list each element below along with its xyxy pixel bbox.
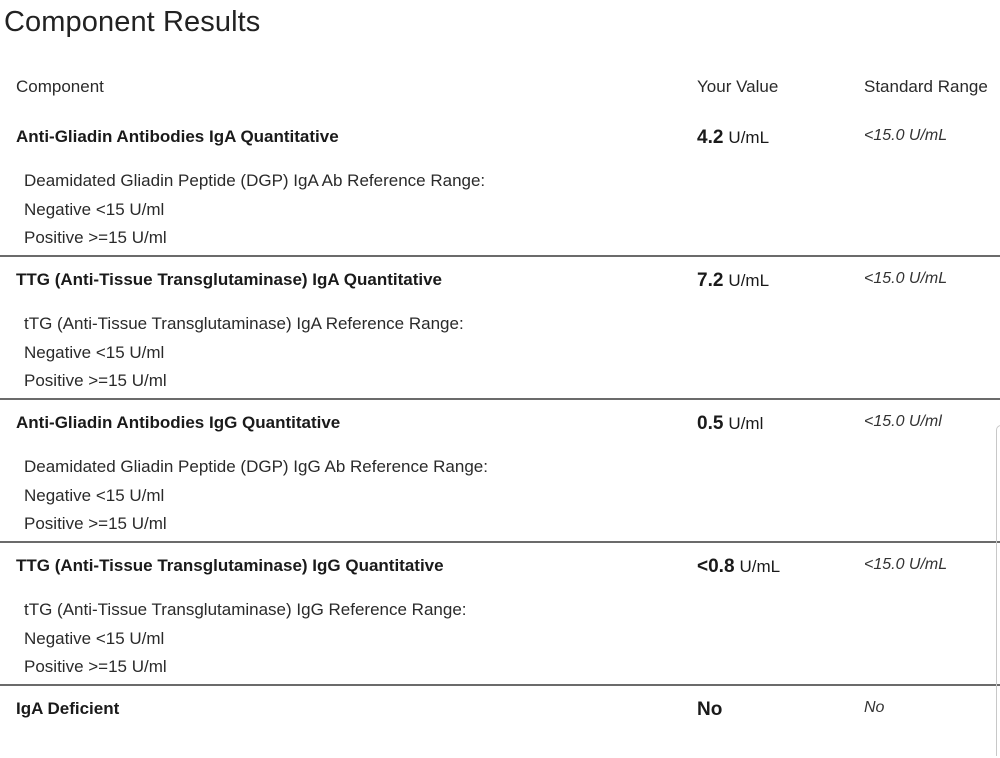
result-value bbox=[697, 127, 769, 149]
note-line: Positive >=15 U/ml bbox=[24, 514, 167, 533]
table-header bbox=[0, 77, 1000, 101]
value-unit: U/mL bbox=[728, 271, 770, 290]
reference-note bbox=[24, 310, 464, 396]
value-unit: U/mL bbox=[728, 128, 770, 147]
row-divider bbox=[0, 398, 1000, 400]
row-divider bbox=[0, 541, 1000, 543]
value-number: 7.2 bbox=[697, 270, 724, 291]
note-line: Negative <15 U/ml bbox=[24, 628, 165, 648]
standard-range: <15.0 U/mL bbox=[864, 270, 948, 287]
note-line: Negative <15 U/ml bbox=[24, 342, 165, 362]
note-line: Positive >=15 U/ml bbox=[24, 228, 167, 247]
note-line: Negative <15 U/ml bbox=[24, 199, 165, 219]
value-unit: U/mL bbox=[739, 557, 781, 576]
value-number: No bbox=[697, 699, 723, 720]
standard-range: <15.0 U/mL bbox=[864, 127, 948, 144]
component-name: IgA Deficient bbox=[16, 699, 120, 718]
note-line: Negative <15 U/ml bbox=[24, 485, 165, 505]
reference-note bbox=[24, 167, 485, 253]
page-edge bbox=[996, 425, 1000, 756]
reference-note bbox=[24, 596, 467, 682]
note-line: Positive >=15 U/ml bbox=[24, 657, 167, 676]
note-line: Positive >=15 U/ml bbox=[24, 371, 167, 390]
component-name: TTG (Anti-Tissue Transglutaminase) IgA Quantitative bbox=[16, 270, 443, 289]
component-name: Anti-Gliadin Antibodies IgG Quantitative bbox=[16, 413, 341, 432]
column-header-range: Standard Range bbox=[864, 77, 988, 96]
result-value bbox=[697, 699, 727, 721]
component-name: Anti-Gliadin Antibodies IgA Quantitative bbox=[16, 127, 339, 146]
note-line: Deamidated Gliadin Peptide (DGP) IgA Ab Reference Range: bbox=[24, 171, 486, 190]
result-value bbox=[697, 270, 769, 292]
standard-range: <15.0 U/mL bbox=[864, 556, 948, 573]
column-header-component: Component bbox=[16, 77, 104, 96]
result-value bbox=[697, 413, 763, 435]
standard-range: No bbox=[864, 699, 885, 716]
reference-note bbox=[24, 453, 488, 539]
value-unit: U/ml bbox=[728, 414, 764, 433]
standard-range: <15.0 U/ml bbox=[864, 413, 942, 430]
result-value bbox=[697, 556, 780, 578]
value-number: <0.8 bbox=[697, 556, 735, 577]
column-header-value: Your Value bbox=[697, 77, 779, 96]
page-title: Component Results bbox=[4, 6, 261, 38]
row-divider bbox=[0, 684, 1000, 686]
component-name: TTG (Anti-Tissue Transglutaminase) IgG Quantitative bbox=[16, 556, 444, 575]
note-line: tTG (Anti-Tissue Transglutaminase) IgG Reference Range: bbox=[24, 600, 467, 619]
row-divider bbox=[0, 255, 1000, 257]
value-number: 4.2 bbox=[697, 127, 724, 148]
note-line: tTG (Anti-Tissue Transglutaminase) IgA Reference Range: bbox=[24, 314, 464, 333]
value-number: 0.5 bbox=[697, 413, 724, 434]
note-line: Deamidated Gliadin Peptide (DGP) IgG Ab Reference Range: bbox=[24, 457, 488, 476]
